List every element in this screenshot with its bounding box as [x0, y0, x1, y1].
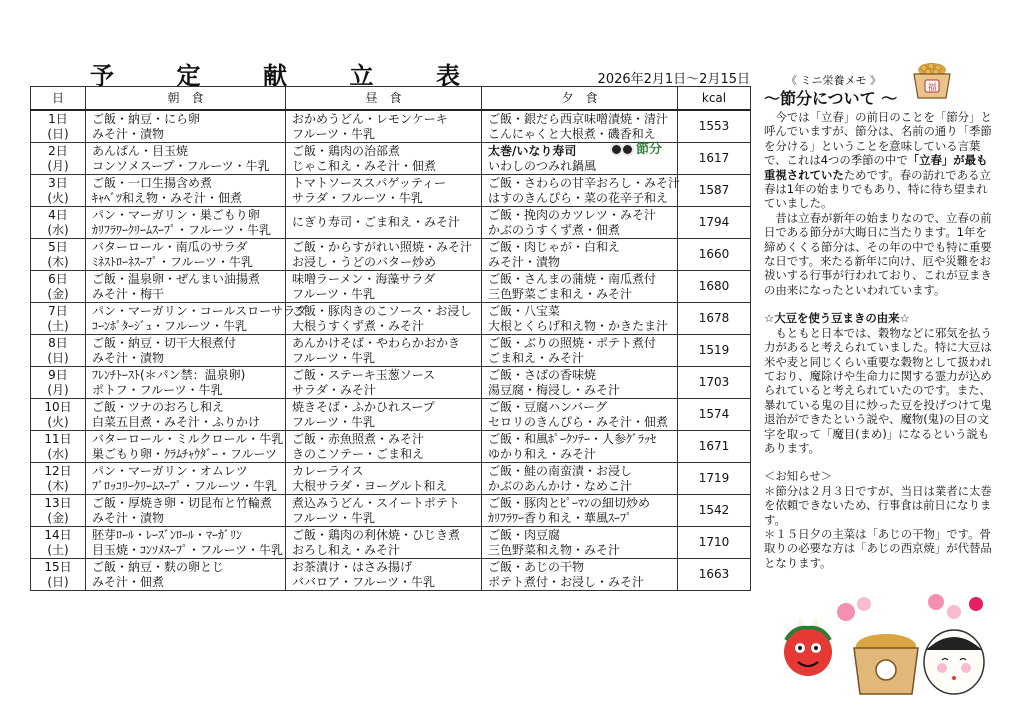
- kcal-cell: 1710: [678, 527, 751, 559]
- lunch-item: にぎり寿司・ごま和え・みそ汁: [292, 215, 461, 229]
- lunch-item: フルーツ・牛乳: [292, 286, 376, 301]
- sushi-roll-icon: [610, 142, 634, 156]
- weekday-label: (月): [47, 382, 69, 397]
- lunch-cell: [286, 143, 482, 175]
- lunch-item: ババロア・フルーツ・牛乳: [292, 574, 436, 589]
- breakfast-item: パン・マーガリン・コールスローサラダ: [92, 303, 308, 318]
- lunch-item: 味噌ラーメン・海藻サラダ: [292, 271, 436, 286]
- table-row: [31, 303, 751, 335]
- breakfast-cell: [86, 367, 286, 399]
- dinner-cell: [482, 463, 678, 495]
- lunch-item: ご飯・鶏肉の利休焼・ひじき煮: [292, 527, 461, 542]
- lunch-item: ご飯・豚肉きのこソース・お浸し: [292, 303, 472, 318]
- setsubun-illustration: [776, 590, 996, 700]
- breakfast-item: バターロール・南瓜のサラダ: [92, 239, 248, 254]
- lunch-item: 焼きそば・ふかひれスープ: [292, 399, 435, 414]
- kcal-cell: 1660: [678, 239, 751, 271]
- date-cell: [31, 110, 86, 143]
- weekday-label: (水): [47, 446, 69, 461]
- dinner-item: ｶﾘﾌﾗﾜｰ香り和え・華風ｽｰﾌﾟ: [488, 510, 633, 525]
- title-char: 表: [436, 62, 460, 90]
- lunch-item: トマトソーススパゲッティー: [292, 175, 446, 190]
- lunch-item: お茶漬け・はさみ揚げ: [292, 559, 413, 574]
- date-label: 11日: [44, 431, 72, 446]
- breakfast-item: パン・マーガリン・オムレツ: [92, 463, 248, 478]
- dinner-cell: [482, 239, 678, 271]
- table-row: [31, 463, 751, 495]
- dinner-item: ご飯・和風ﾎﾟｰｸｿﾃｰ・人参ｸﾞﾗｯｾ: [488, 431, 657, 446]
- table-row: [31, 175, 751, 207]
- breakfast-cell: [86, 463, 286, 495]
- table-row: [31, 495, 751, 527]
- breakfast-item: 巣ごもり卵・ｸﾗﾑﾁｬｳﾀﾞｰ・フルーツ: [92, 446, 278, 461]
- date-label: 12日: [44, 463, 72, 478]
- lunch-item: あんかけそば・やわらかおかき: [292, 335, 461, 350]
- dinner-item: いわしのつみれ鍋風: [488, 158, 597, 173]
- title-char: 定: [176, 62, 201, 90]
- box-label: 福: [927, 83, 937, 93]
- weekday-label: (金): [47, 286, 69, 301]
- date-label: 5日: [48, 239, 68, 254]
- breakfast-item: ﾌﾚﾝﾁﾄｰｽﾄ(＊パン禁：温泉卵): [92, 367, 246, 382]
- breakfast-cell: [86, 239, 286, 271]
- date-cell: [31, 175, 86, 207]
- breakfast-item: みそ汁・漬物: [92, 510, 165, 525]
- memo-title: ～節分について ～: [764, 89, 898, 108]
- breakfast-item: みそ汁・漬物: [92, 126, 165, 141]
- table-row: [31, 367, 751, 399]
- table-row: [31, 207, 751, 239]
- lunch-cell: [286, 527, 482, 559]
- date-label: 4日: [48, 207, 68, 222]
- dinner-cell: [482, 431, 678, 463]
- dinner-cell: [482, 527, 678, 559]
- memo-paragraph-1: 今では「立春」の前日のことを「節分」と呼んでいますが、節分は、名前の通り「季節を分ける」ということを意味している言葉で、これは4つの季節の中で「立春」が最も重視されていたためです。春の訪れである立春は1年の始まりでもあり、特に待ち望まれていました。: [764, 110, 992, 211]
- breakfast-item: 胚芽ﾛｰﾙ・ﾚｰｽﾞﾝﾛｰﾙ・ﾏｰｶﾞﾘﾝ: [92, 527, 243, 542]
- dinner-item: はすのきんぴら・菜の花辛子和え: [488, 190, 669, 205]
- dinner-item: ご飯・さわらの甘辛おろし・みそ汁: [488, 175, 681, 190]
- dinner-cell: [482, 335, 678, 367]
- breakfast-item: あんぱん・目玉焼: [92, 143, 189, 158]
- dinner-item: ごま和え・みそ汁: [488, 350, 585, 365]
- breakfast-item: みそ汁・梅干: [92, 286, 165, 301]
- notice-item-1: ＊節分は２月３日ですが、当日は業者に太巻を依頼できないため、行事食は前日になります。: [764, 483, 992, 527]
- weekday-label: (木): [47, 478, 69, 493]
- lunch-item: フルーツ・牛乳: [292, 414, 376, 429]
- breakfast-cell: [86, 110, 286, 143]
- badge-label: 節分: [636, 141, 663, 157]
- dinner-item: こんにゃくと大根煮・磯香和え: [488, 126, 656, 141]
- lunch-item: ご飯・赤魚照煮・みそ汁: [292, 431, 425, 446]
- date-cell: [31, 303, 86, 335]
- lunch-item: 煮込みうどん・スイートポテト: [292, 495, 460, 510]
- breakfast-item: みそ汁・漬物: [92, 350, 165, 365]
- lunch-cell: [286, 463, 482, 495]
- weekday-label: (木): [47, 254, 69, 269]
- title-char: 献: [263, 62, 287, 90]
- oni-icon: [784, 616, 832, 676]
- breakfast-cell: [86, 303, 308, 335]
- dinner-item: ご飯・豚肉とﾋﾟｰﾏﾝの細切炒め: [488, 495, 651, 510]
- lunch-item: 大根サラダ・ヨーグルト和え: [292, 478, 448, 493]
- breakfast-cell: [86, 271, 286, 303]
- dinner-item: ご飯・銀だら西京味噌漬焼・清汁: [488, 111, 669, 126]
- lunch-cell: [286, 110, 482, 143]
- dinner-item: ゆかり和え・みそ汁: [488, 446, 597, 461]
- weekday-label: (日): [47, 126, 69, 141]
- lunch-item: おかめうどん・レモンケーキ: [292, 111, 448, 126]
- breakfast-cell: [86, 175, 286, 207]
- lunch-cell: [286, 495, 482, 527]
- kcal-cell: 1703: [678, 367, 751, 399]
- lunch-item: 大根うすくず煮・みそ汁: [292, 318, 425, 333]
- breakfast-item: パン・マーガリン・巣ごもり卵: [92, 207, 260, 222]
- column-header-lunch: 昼 食: [286, 87, 482, 111]
- breakfast-item: みそ汁・佃煮: [92, 574, 165, 589]
- breakfast-cell: [86, 335, 286, 367]
- date-cell: [31, 399, 86, 431]
- title-char: 立: [349, 62, 374, 90]
- table-row: [31, 271, 751, 303]
- kcal-cell: 1794: [678, 207, 751, 239]
- lunch-cell: [286, 335, 482, 367]
- dinner-item: ポテト煮付・お浸し・みそ汁: [488, 574, 645, 589]
- breakfast-item: ご飯・一口生揚含め煮: [92, 175, 213, 190]
- notice-item-2: ＊１５日夕の主菜は「あじの干物」です。骨取りの必要な方は「あじの西京焼」が代替品となります。: [764, 526, 992, 570]
- lunch-cell: [286, 207, 482, 239]
- lunch-item: ご飯・鶏肉の治部煮: [292, 143, 401, 158]
- memo-body: [764, 110, 998, 570]
- weekday-label: (土): [47, 318, 69, 333]
- weekday-label: (火): [47, 414, 69, 429]
- notice-heading: ＜お知らせ＞: [764, 469, 833, 484]
- weekday-label: (月): [47, 158, 69, 173]
- dinner-item: ご飯・八宝菜: [488, 303, 561, 318]
- kcal-cell: 1671: [678, 431, 751, 463]
- dinner-cell: [482, 143, 678, 175]
- memo-heading: 《 ミニ栄養メモ 》: [786, 74, 881, 87]
- date-cell: [31, 431, 86, 463]
- dinner-item: 三色野菜和え物・みそ汁: [488, 542, 621, 557]
- dinner-item: ご飯・あじの干物: [488, 559, 585, 574]
- dinner-item: 湯豆腐・梅浸し・みそ汁: [488, 382, 621, 397]
- breakfast-item: ご飯・厚焼き卵・切昆布と竹輪煮: [92, 495, 273, 510]
- lunch-item: サラダ・みそ汁: [292, 382, 376, 397]
- table-row: [31, 239, 751, 271]
- dinner-item: ご飯・肉じゃが・白和え: [488, 239, 621, 254]
- dinner-cell: [482, 399, 678, 431]
- breakfast-item: ｺｰﾝﾎﾟﾀｰｼﾞｭ・フルーツ・牛乳: [92, 318, 248, 333]
- date-label: 9日: [48, 367, 68, 382]
- breakfast-item: ﾐﾈｽﾄﾛｰﾈｽｰﾌﾟ・フルーツ・牛乳: [92, 254, 254, 269]
- dinner-item: ご飯・さんまの蒲焼・南瓜煮付: [488, 271, 657, 286]
- breakfast-cell: [86, 559, 286, 591]
- dinner-item: みそ汁・漬物: [488, 254, 561, 269]
- breakfast-item: ｶﾘﾌﾗﾜｰｸﾘｰﾑｽｰﾌﾟ・フルーツ・牛乳: [92, 222, 272, 237]
- lunch-cell: [286, 559, 482, 591]
- date-cell: [31, 335, 86, 367]
- setsubun-badge: [610, 142, 662, 157]
- lunch-cell: [286, 303, 482, 335]
- column-header-breakfast: 朝 食: [86, 87, 286, 111]
- kcal-cell: 1617: [678, 143, 751, 175]
- table-header-row: [31, 87, 751, 111]
- breakfast-item: コンソメスープ・フルーツ・牛乳: [92, 158, 270, 173]
- title-char: 予: [90, 62, 114, 90]
- dinner-item: ご飯・鮭の南蛮漬・お浸し: [488, 463, 633, 478]
- dinner-cell: [482, 367, 678, 399]
- kcal-cell: 1587: [678, 175, 751, 207]
- breakfast-item: 目玉焼・ｺﾝｿﾒｽｰﾌﾟ・フルーツ・牛乳: [92, 542, 284, 557]
- lunch-cell: [286, 239, 482, 271]
- kcal-cell: 1519: [678, 335, 751, 367]
- table-row: [31, 431, 751, 463]
- date-cell: [31, 559, 86, 591]
- weekday-label: (金): [47, 510, 69, 525]
- lunch-item: フルーツ・牛乳: [292, 126, 376, 141]
- date-label: 14日: [44, 527, 72, 542]
- lunch-item: じゃこ和え・みそ汁・佃煮: [292, 158, 437, 173]
- date-cell: [31, 527, 86, 559]
- breakfast-item: ポトフ・フルーツ・牛乳: [92, 382, 223, 397]
- dinner-cell: [482, 559, 678, 591]
- header: [30, 56, 750, 90]
- date-label: 6日: [48, 271, 68, 286]
- breakfast-item: ｷｬﾍﾞﾂ和え物・みそ汁・佃煮: [92, 190, 243, 205]
- lunch-cell: [286, 399, 482, 431]
- breakfast-item: ご飯・温泉卵・ぜんまい油揚煮: [92, 271, 261, 286]
- date-cell: [31, 367, 86, 399]
- table-row: [31, 559, 751, 591]
- date-label: 10日: [44, 399, 72, 414]
- lunch-cell: [286, 431, 482, 463]
- breakfast-item: 白菜五目煮・みそ汁・ふりかけ: [92, 414, 261, 429]
- dinner-item: ご飯・豆腐ハンバーグ: [488, 399, 608, 414]
- lunch-cell: [286, 175, 482, 207]
- date-cell: [31, 495, 86, 527]
- table-row: [31, 143, 751, 175]
- date-label: 2日: [48, 143, 68, 158]
- breakfast-cell: [86, 495, 286, 527]
- dinner-item: かぶのあんかけ・なめこ汁: [488, 478, 633, 493]
- masu-box-icon: [854, 634, 918, 694]
- date-cell: [31, 239, 86, 271]
- okame-icon: [924, 630, 984, 694]
- lunch-item: きのこソテー・ごま和え: [292, 446, 425, 461]
- date-cell: [31, 207, 86, 239]
- dinner-cell: [482, 175, 681, 207]
- lunch-item: お浸し・うどのバター炒め: [292, 254, 437, 269]
- lunch-item: フルーツ・牛乳: [292, 510, 376, 525]
- date-cell: [31, 271, 86, 303]
- table-row: [31, 335, 751, 367]
- lunch-item: ご飯・からすがれい照焼・みそ汁: [292, 239, 473, 254]
- menu-table: [30, 86, 751, 591]
- breakfast-item: ﾌﾞﾛｯｺﾘｰｸﾘｰﾑｽｰﾌﾟ・フルーツ・牛乳: [92, 478, 278, 493]
- dinner-item: 太巻/いなり寿司: [488, 143, 577, 158]
- kcal-cell: 1719: [678, 463, 751, 495]
- dinner-item: かぶのうすくず煮・佃煮: [488, 222, 621, 237]
- table-row: [31, 399, 751, 431]
- lunch-item: サラダ・フルーツ・牛乳: [292, 190, 423, 205]
- breakfast-cell: [86, 143, 286, 175]
- dinner-item: セロリのきんぴら・みそ汁・佃煮: [488, 414, 669, 429]
- column-header-date: 日: [31, 87, 86, 111]
- weekday-label: (日): [47, 350, 69, 365]
- date-cell: [31, 463, 86, 495]
- column-header-dinner: 夕 食: [482, 87, 678, 111]
- breakfast-item: ご飯・納豆・にら卵: [92, 111, 201, 126]
- lunch-item: おろし和え・みそ汁: [292, 542, 401, 557]
- kcal-cell: 1678: [678, 303, 751, 335]
- table-row: [31, 527, 751, 559]
- lunch-item: ご飯・ステーキ玉葱ソース: [292, 367, 436, 382]
- weekday-label: (土): [47, 542, 69, 557]
- column-header-kcal: kcal: [678, 87, 751, 111]
- date-label: 3日: [48, 175, 68, 190]
- dinner-item: 大根とくらげ和え物・かきたま汁: [488, 318, 669, 333]
- breakfast-item: ご飯・ツナのおろし和え: [92, 399, 225, 414]
- date-label: 15日: [44, 559, 72, 574]
- breakfast-item: ご飯・納豆・麩の卵とじ: [92, 559, 225, 574]
- date-cell: [31, 143, 86, 175]
- breakfast-cell: [86, 207, 286, 239]
- breakfast-item: ご飯・納豆・切干大根煮付: [92, 335, 237, 350]
- kcal-cell: 1663: [678, 559, 751, 591]
- dinner-item: ご飯・挽肉のカツレツ・みそ汁: [488, 207, 657, 222]
- breakfast-item: バターロール・ミルクロール・牛乳: [92, 431, 284, 446]
- memo-subtitle: ☆大豆を使う豆まきの由来☆: [764, 311, 910, 326]
- menu-period: 2026年2月1日～2月15日: [597, 72, 750, 87]
- kcal-cell: 1553: [678, 110, 751, 143]
- memo-paragraph-2: 昔は立春が新年の始まりなので、立春の前日である節分が大晦日に当たります。1年を締めくくる節分は、その年の中でも特に重要な日です。来たる新年に向け、厄や災難をお祓いする行事が行われており、これが豆まきの由来になったといわれています。: [764, 210, 992, 297]
- lunch-cell: [286, 271, 482, 303]
- dinner-cell: [482, 495, 678, 527]
- dinner-item: ご飯・さばの香味焼: [488, 367, 597, 382]
- weekday-label: (火): [47, 190, 69, 205]
- lunch-item: フルーツ・牛乳: [292, 350, 376, 365]
- kcal-cell: 1680: [678, 271, 751, 303]
- dinner-cell: [482, 207, 678, 239]
- lunch-cell: [286, 367, 482, 399]
- dinner-item: ご飯・ぶりの照焼・ポテト煮付: [488, 335, 657, 350]
- date-label: 7日: [48, 303, 68, 318]
- dinner-cell: [482, 110, 678, 143]
- bean-box-icon: [910, 60, 954, 100]
- memo-paragraph-3: もともと日本では、穀物などに邪気を払う力があると考えられていました。特に大豆は米や麦と同じくらい重要な穀物として扱われており、魔除けや生命力に関する霊力が込められていると考えられていたのです。また、暴れている鬼の目に炒った豆を投げつけて鬼退治ができたという説や、魔物(鬼)の目の文字を取って「魔目(まめ)」になるという説もあります。: [764, 325, 992, 455]
- breakfast-cell: [86, 431, 286, 463]
- table-row: [31, 110, 751, 143]
- breakfast-cell: [86, 527, 286, 559]
- date-label: 8日: [48, 335, 68, 350]
- weekday-label: (水): [47, 222, 69, 237]
- dinner-item: ご飯・肉豆腐: [488, 527, 561, 542]
- lunch-item: カレーライス: [292, 463, 364, 478]
- dinner-item: 三色野菜ごま和え・みそ汁: [488, 286, 633, 301]
- kcal-cell: 1542: [678, 495, 751, 527]
- dinner-cell: [482, 303, 678, 335]
- kcal-cell: 1574: [678, 399, 751, 431]
- dinner-cell: [482, 271, 678, 303]
- date-label: 1日: [48, 111, 68, 126]
- date-label: 13日: [44, 495, 72, 510]
- breakfast-cell: [86, 399, 286, 431]
- weekday-label: (日): [47, 574, 69, 589]
